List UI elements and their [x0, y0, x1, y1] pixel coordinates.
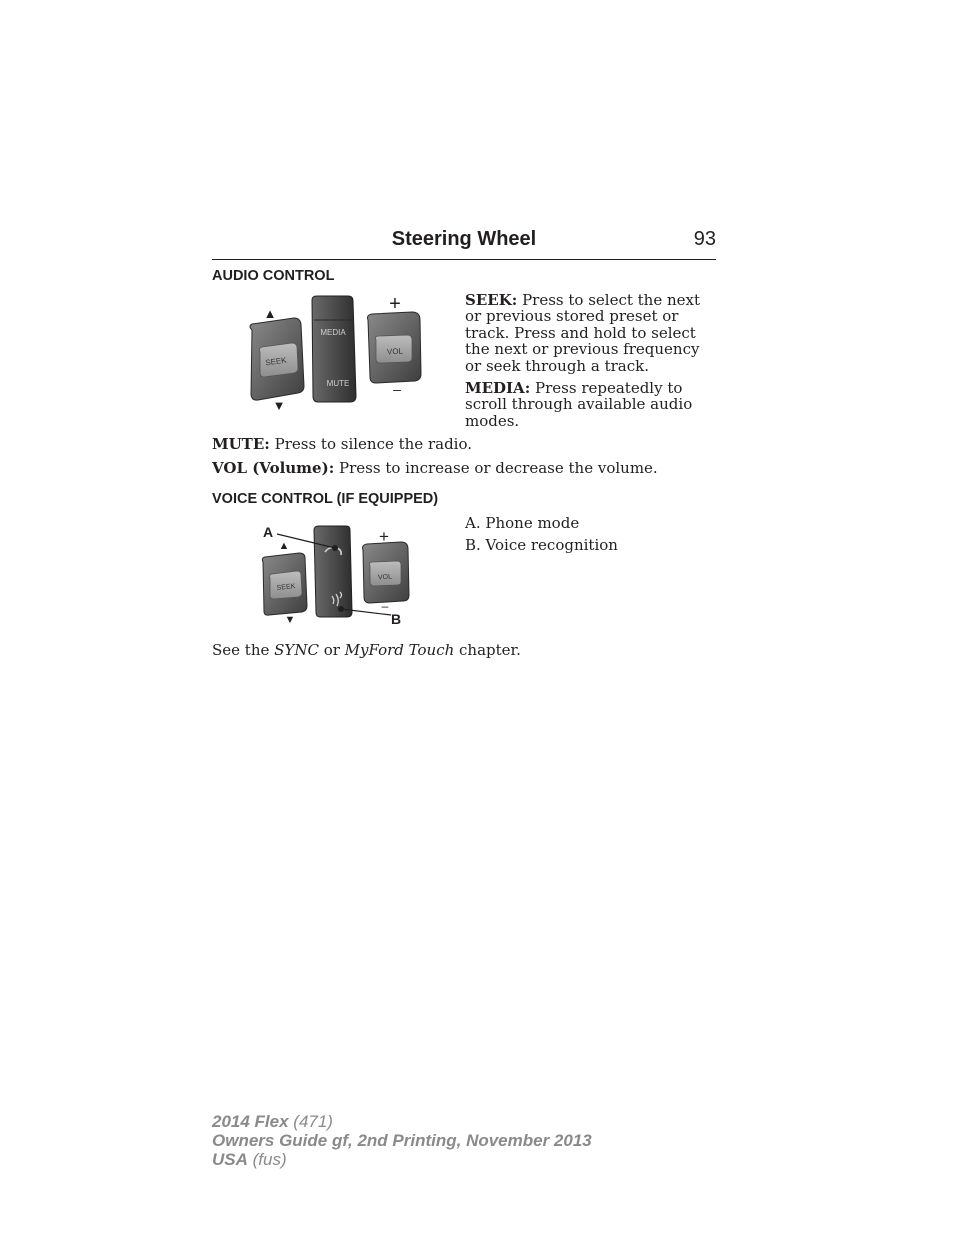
mute-description: [212, 436, 472, 452]
callout-a-dot: [332, 545, 338, 551]
vol-text: Press to increase or decrease the volume.: [339, 459, 658, 477]
page-title: Steering Wheel: [391, 228, 537, 250]
seek-up-arrow-icon: ▲: [263, 306, 277, 321]
footer-guide-text: Owners Guide gf, 2nd Printing, November 2013: [212, 1131, 592, 1150]
media-text: Press repeatedly to scroll through available audio modes.: [465, 379, 693, 430]
seek-label: SEEK: [276, 583, 296, 592]
footer-region-code: (fus): [247, 1150, 287, 1169]
voice-control-heading: VOICE CONTROL (IF EQUIPPED): [212, 491, 439, 507]
vol-label: VOL: [386, 346, 404, 357]
vol-minus-icon: –: [393, 381, 401, 397]
media-label: MEDIA: [320, 328, 346, 337]
footer-model-name: 2014 Flex: [212, 1112, 289, 1131]
voice-item-a: A. Phone mode: [465, 514, 580, 532]
page-number: 93: [693, 228, 716, 250]
seek-text: Press to select the next or previous stored preset or track. Press and hold to select the next or previous frequency or seek through a track.: [465, 291, 700, 375]
vol-button-graphic: [363, 542, 410, 603]
media-description: [465, 380, 717, 429]
seek-down-arrow-icon: ▼: [272, 398, 286, 413]
audio-control-heading: AUDIO CONTROL: [212, 268, 335, 284]
see-also-suffix: chapter.: [454, 641, 521, 659]
seek-up-arrow-icon: ▲: [278, 540, 290, 552]
see-also-prefix: See the: [212, 641, 275, 659]
myford-touch-chapter-link: MyFord Touch: [344, 641, 455, 659]
mute-text: Press to silence the radio.: [274, 435, 472, 453]
see-also-or: or: [318, 641, 345, 659]
footer-model-code: (471): [288, 1112, 333, 1131]
vol-plus-icon: +: [389, 293, 401, 315]
footer-region-name: USA: [212, 1150, 248, 1169]
footer: [212, 1112, 592, 1169]
see-also-text: [212, 642, 521, 658]
seek-button-graphic: [262, 553, 307, 615]
callout-b-label: B: [390, 611, 402, 627]
footer-guide: [212, 1131, 592, 1150]
vol-plus-icon: +: [379, 527, 389, 546]
voice-item-b: B. Voice recognition: [465, 536, 618, 554]
seek-description: [465, 292, 717, 374]
callout-a-label: A: [262, 524, 274, 540]
vol-label: VOL: [377, 573, 393, 582]
seek-label: SEEK: [264, 355, 288, 368]
vol-description: [212, 460, 658, 476]
seek-down-arrow-icon: ▼: [284, 614, 296, 626]
seek-term: SEEK:: [465, 291, 518, 309]
vol-term: VOL (Volume):: [212, 459, 335, 477]
footer-model: [212, 1112, 592, 1131]
callout-b-dot: [338, 606, 344, 612]
media-term: MEDIA:: [465, 379, 531, 397]
vol-minus-icon: –: [381, 599, 389, 613]
header-rule: [212, 259, 716, 260]
mute-term: MUTE:: [212, 435, 270, 453]
sync-chapter-link: SYNC: [274, 641, 319, 659]
seek-button-graphic: [250, 318, 304, 400]
audio-control-illustration: [240, 290, 430, 415]
vol-button-graphic: [368, 312, 422, 383]
footer-region: [212, 1150, 592, 1169]
mute-label: MUTE: [326, 379, 350, 388]
voice-control-illustration: [255, 518, 425, 630]
phone-voice-rocker-graphic: [314, 526, 352, 617]
media-mute-rocker-graphic: [312, 296, 356, 402]
